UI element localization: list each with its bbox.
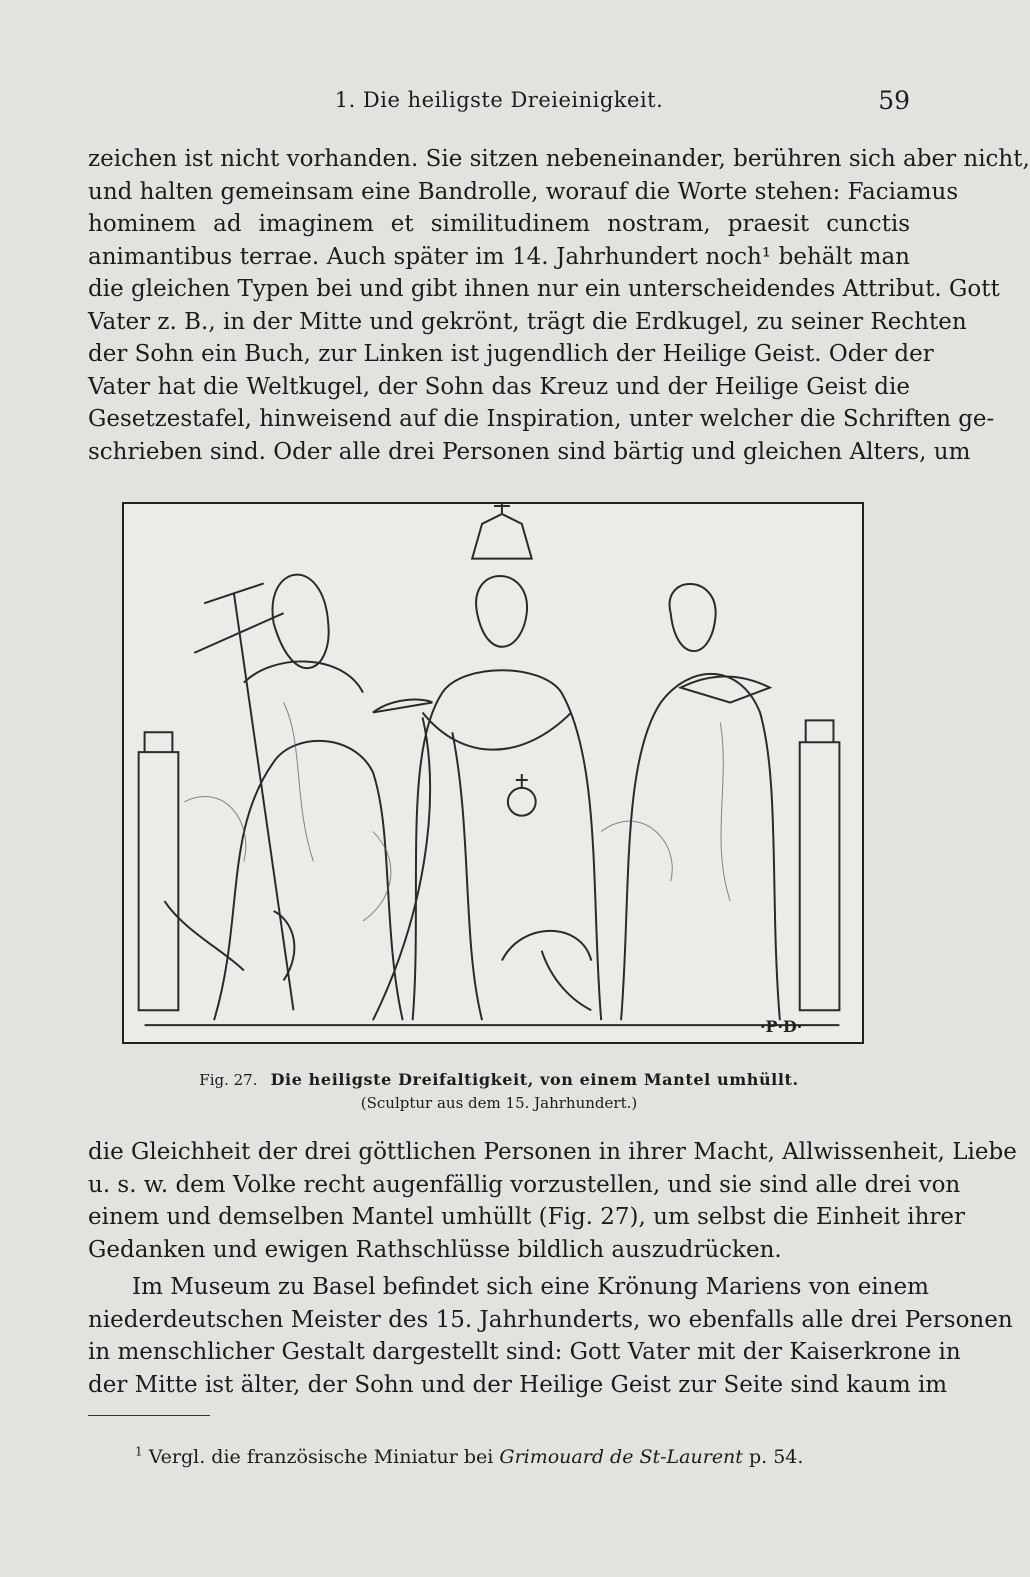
trinity-engraving — [124, 504, 862, 1042]
text-line: schrieben sind. Oder alle drei Personen sind bärtig und gleichen Alters, um — [88, 438, 971, 465]
text-line: Im Museum zu Basel befindet sich eine Krönung Mariens von einem — [132, 1274, 929, 1300]
text-line: animantibus terrae. Auch später im 14. Jahrhundert noch¹ behält man — [88, 243, 910, 270]
text-line: Gedanken und ewigen Rathschlüsse bildlich auszudrücken. — [88, 1236, 782, 1263]
text-line: die Gleichheit der drei göttlichen Personen in ihrer Macht, Allwissenheit, Liebe — [88, 1139, 1017, 1165]
text-line: und halten gemeinsam eine Bandrolle, worauf die Worte stehen: Faciamus — [88, 178, 959, 205]
paragraph-1 — [88, 143, 1030, 468]
text-line: Gesetzestafel, hinweisend auf die Inspiration, unter welcher die Schriften ge- — [88, 406, 995, 432]
text-line: zeichen ist nicht vorhanden. Sie sitzen nebeneinander, berühren sich aber nicht, — [88, 146, 1030, 172]
text-line: der Mitte ist älter, der Sohn und der Heilige Geist zur Seite sind kaum im — [88, 1371, 948, 1398]
footnote-marker: 1 — [135, 1444, 143, 1459]
text-line: der Sohn ein Buch, zur Linken ist jugendlich der Heilige Geist. Oder der — [88, 341, 934, 367]
figure-title: Die heiligste Dreifaltigkeit, von einem Mantel umhüllt. — [270, 1070, 799, 1089]
page-number: 59 — [878, 86, 910, 115]
text-line: Vater hat die Weltkugel, der Sohn das Kreuz und der Heilige Geist die — [88, 373, 910, 400]
paragraph-2 — [88, 1136, 1017, 1266]
footnote-text-after: p. 54. — [742, 1446, 804, 1468]
footnote-divider — [88, 1415, 210, 1416]
text-line: in menschlicher Gestalt dargestellt sind: Gott Vater mit der Kaiserkrone in — [88, 1339, 961, 1365]
figure-27-illustration — [122, 502, 864, 1044]
figure-label: Fig. 27. — [199, 1071, 258, 1089]
footnote-text-before: Vergl. die französische Miniatur bei — [148, 1446, 500, 1468]
running-head — [88, 88, 910, 118]
text-line: Vater z. B., in der Mitte und gekrönt, trägt die Erdkugel, zu seiner Rechten — [88, 308, 967, 335]
text-line: die gleichen Typen bei und gibt ihnen nur ein unterscheidendes Attribut. Gott — [88, 276, 1000, 302]
text-line: hominem ad imaginem et similitudinem nostram, praesit cunctis — [88, 211, 910, 237]
text-line: einem und demselben Mantel umhüllt (Fig. 27), um selbst die Einheit ihrer — [88, 1204, 965, 1230]
engraver-signature: ·P·D· — [760, 1017, 803, 1037]
footnote-italic-author: Grimouard de St-Laurent — [499, 1446, 743, 1468]
text-line: niederdeutschen Meister des 15. Jahrhunderts, wo ebenfalls alle drei Personen — [88, 1306, 1013, 1333]
paragraph-3 — [88, 1271, 1013, 1401]
running-title: 1. Die heiligste Dreieinigkeit. — [334, 88, 664, 112]
text-line: u. s. w. dem Volke recht augenfällig vorzustellen, und sie sind alle drei von — [88, 1171, 961, 1198]
figure-caption — [88, 1070, 910, 1089]
footnote — [135, 1446, 803, 1468]
figure-subcaption: (Sculptur aus dem 15. Jahrhundert.) — [360, 1094, 638, 1112]
